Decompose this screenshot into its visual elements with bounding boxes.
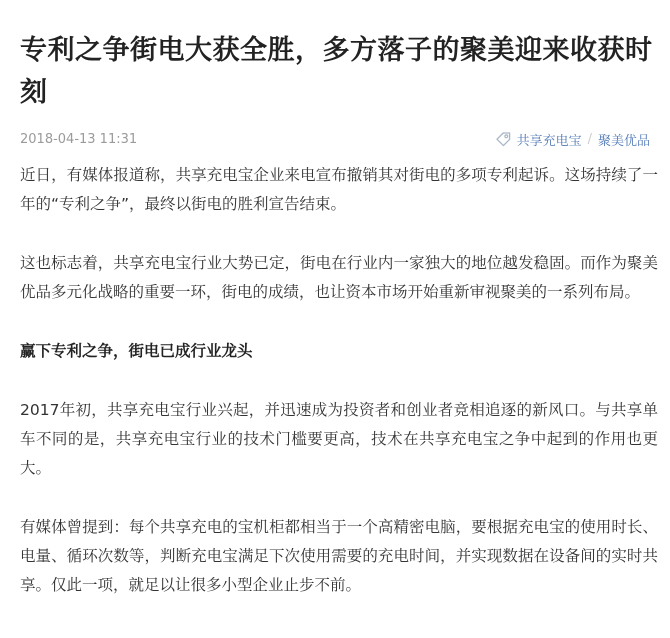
article-body xyxy=(20,161,658,600)
paragraph: 这也标志着，共享充电宝行业大势已定，街电在行业内一家独大的地位越发稳固。而作为聚美优品多元化战略的重要一环，街电的成绩，也让资本市场开始重新审视聚美的一系列布局。 xyxy=(20,254,658,301)
tag-jumei[interactable]: 聚美优品 xyxy=(597,133,650,149)
section-heading: 赢下专利之争，街电已成行业龙头 xyxy=(20,342,253,360)
tag-separator: / xyxy=(587,131,592,147)
paragraph: 近日，有媒体报道称，共享充电宝企业来电宣布撤销其对街电的多项专利起诉。这场持续了一年的“专利之争”，最终以街电的胜利宣告结束。 xyxy=(20,166,658,213)
publish-date: 2018-04-13 11:31 xyxy=(20,131,138,147)
paragraph: 有媒体曾提到：每个共享充电的宝机柜都相当于一个高精密电脑，要根据充电宝的使用时长、电量、循环次数等，判断充电宝满足下次使用需要的充电时间，并实现数据在设备间的实时共享。仅此一项，就足以让很多小型企业止步不前。 xyxy=(20,518,658,594)
tag-list xyxy=(495,130,658,149)
article-title: 专利之争街电大获全胜，多方落子的聚美迎来收获时刻 xyxy=(20,35,653,108)
article-meta xyxy=(20,129,658,149)
paragraph: 2017年初，共享充电宝行业兴起，并迅速成为投资者和创业者竞相追逐的新风口。与共享单车不同的是，共享充电宝行业的技术门槛要更高，技术在共享充电宝之争中起到的作用也更大。 xyxy=(20,401,658,477)
tag-shared-power-bank[interactable]: 共享充电宝 xyxy=(516,133,582,149)
tag-icon xyxy=(495,131,512,148)
